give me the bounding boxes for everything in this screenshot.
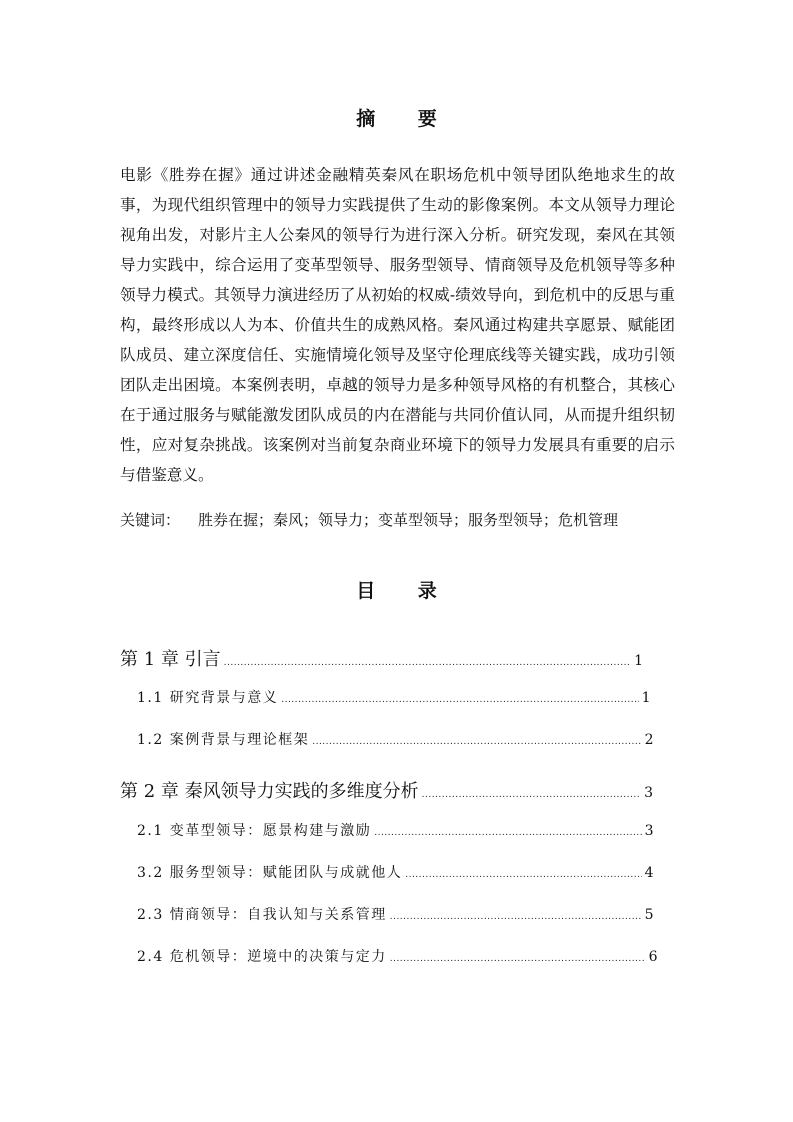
toc-title: 目 录 [356, 580, 455, 602]
toc-entry-label: 1.2 案例背景与理论框架 [137, 732, 310, 748]
toc-leader-dots [281, 695, 638, 705]
toc-entry-label: 2.3 情商领导：自我认知与关系管理 [137, 907, 387, 923]
toc-leader-dots [312, 737, 641, 747]
toc-leader-dots [422, 790, 641, 800]
toc-entry-label: 第 2 章 秦风领导力实践的多维度分析 [120, 781, 419, 802]
toc-entry-page: 3 [644, 785, 653, 801]
toc-entry-page: 1 [634, 653, 643, 669]
toc-entry-section-1-2[interactable] [137, 729, 655, 749]
toc-entry-chapter-1[interactable] [120, 645, 643, 671]
toc-leader-dots [390, 912, 642, 922]
toc-entry-label: 2.4 危机领导：逆境中的决策与定力 [137, 949, 387, 965]
toc-entry-label: 2.1 变革型领导：愿景构建与激励 [137, 823, 372, 839]
toc-entry-section-2-3[interactable] [137, 904, 655, 924]
toc-entry-page: 5 [644, 907, 655, 923]
toc-entry-section-2-4[interactable] [137, 946, 659, 966]
toc-entry-page: 4 [644, 865, 655, 881]
toc-entry-label: 第 1 章 引言 [120, 649, 221, 670]
keywords-value: 胜券在握；秦风；领导力；变革型领导；服务型领导；危机管理 [198, 511, 619, 529]
toc-entry-section-1-1[interactable] [137, 687, 652, 707]
toc-entry-section-3-2[interactable] [137, 862, 655, 882]
toc-leader-dots [374, 828, 641, 838]
keywords-label: 关键词： [120, 511, 181, 529]
toc-entry-page: 2 [644, 732, 655, 748]
toc-entry-page: 1 [641, 690, 652, 706]
keywords-line [120, 508, 680, 532]
toc-leader-dots [224, 658, 631, 668]
toc-entry-label: 1.1 研究背景与意义 [137, 690, 279, 706]
toc-leader-dots [405, 870, 641, 880]
toc-entry-page: 6 [648, 949, 659, 965]
toc-entry-section-2-1[interactable] [137, 820, 655, 840]
toc-entry-page: 3 [644, 823, 655, 839]
toc-entry-label: 3.2 服务型领导：赋能团队与成就他人 [137, 865, 403, 881]
abstract-body: 电影《胜券在握》通过讲述金融精英秦风在职场危机中领导团队绝地求生的故事，为现代组织管理中的领导力实践提供了生动的影像案例。本文从领导力理论视角出发，对影片主人公秦风的领导行为进行深入分析。研究发现，秦风在其领导力实践中，综合运用了变革型领导、服务型领导、情商领导及危机领导等多种领导力模式。其领导力演进经历了从初始的权威-绩效导向，到危机中的反思与重构，最终形成以人为本、价值共生的成熟风格。秦风通过构建共享愿景、赋能团队成员、建立深度信任、实施情境化领导及坚守伦理底线等关键实践，成功引领团队走出困境。本案例表明，卓越的领导力是多种领导风格的有机整合，其核心在于通过服务与赋能激发团队成员的内在潜能与共同价值认同，从而提升组织韧性，应对复杂挑战。该案例对当前复杂商业环境下的领导力发展具有重要的启示与借鉴意义。 [120, 166, 675, 484]
toc-leader-dots [390, 954, 646, 964]
abstract-title: 摘 要 [356, 108, 455, 130]
toc-entry-chapter-2[interactable] [120, 777, 653, 803]
